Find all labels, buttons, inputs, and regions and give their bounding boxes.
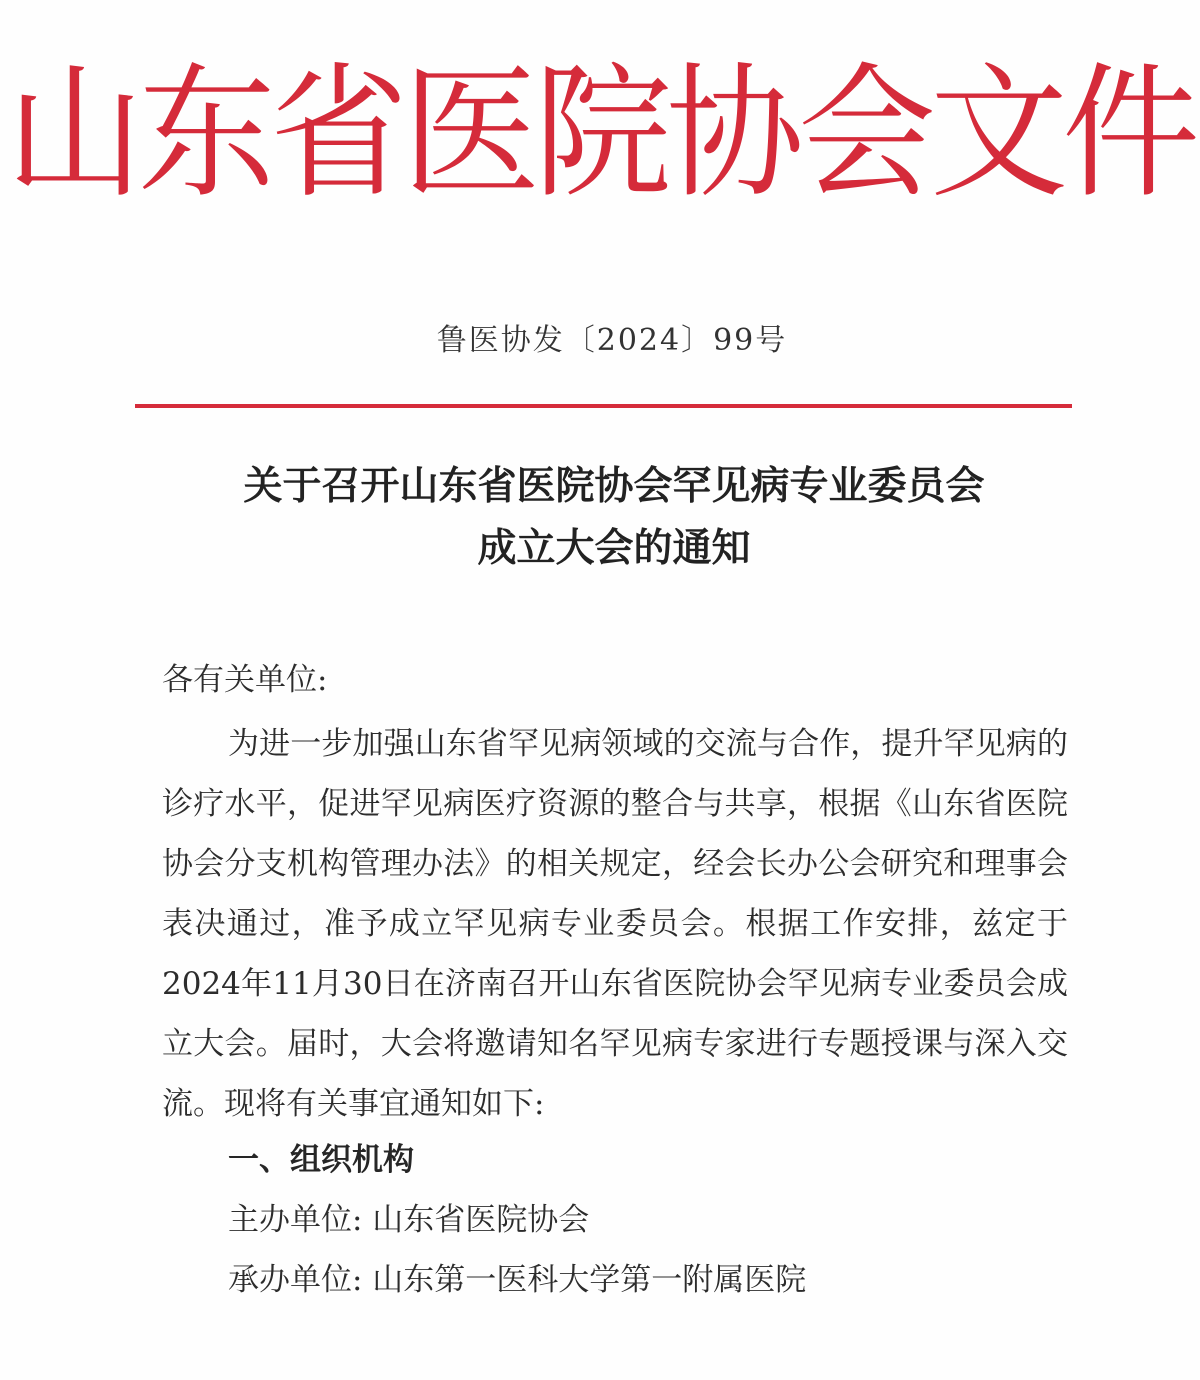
organizer-unit-line: 承办单位: 山东第一医科大学第一附属医院 <box>228 1262 807 1298</box>
notice-title <box>0 456 1200 580</box>
host-unit-line: 主办单位: 山东省医院协会 <box>228 1202 590 1238</box>
notice-title-line-1: 关于召开山东省医院协会罕见病专业委员会 <box>243 464 985 509</box>
document-number: 鲁医协发〔2024〕99号 <box>436 323 788 358</box>
body-paragraph: 为进一步加强山东省罕见病领域的交流与合作，提升罕见病的诊疗水平，促进罕见病医疗资源的整合与共享，根据《山东省医院协会分支机构管理办法》的相关规定，经会长办公会研究和理事会表决通过，准予成立罕见病专业委员会。根据工作安排，兹定于2024年11月30日在济南召开山东省医院协会罕见病专业委员会成立大会。届时，大会将邀请知名罕见病专家进行专题授课与深入交流。现将有关事宜通知如下: <box>162 726 1068 1122</box>
masthead-title: 山东省医院协会文件 <box>5 48 1194 219</box>
red-divider-line <box>135 404 1072 408</box>
notice-title-line-2: 成立大会的通知 <box>477 526 751 571</box>
salutation: 各有关单位: <box>162 662 328 698</box>
section-heading-organization: 一、组织机构 <box>228 1142 414 1178</box>
